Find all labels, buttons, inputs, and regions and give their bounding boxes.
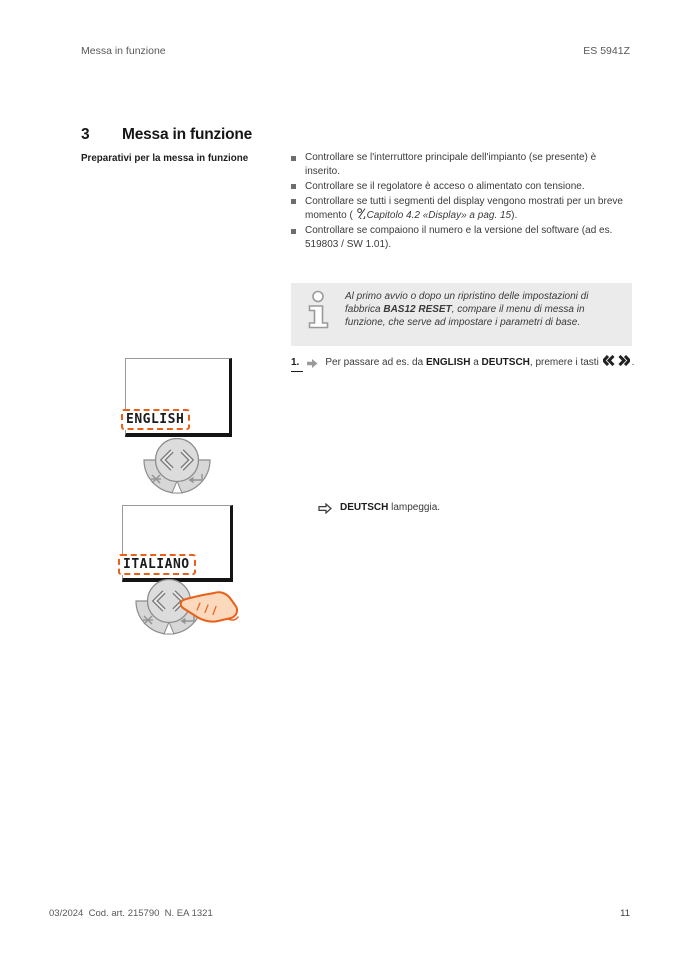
- step-text-english: ENGLISH: [425, 357, 471, 368]
- dial-control-pressed: [130, 579, 245, 641]
- list-item-text: Controllare se il regolatore è acceso o alimentato con tensione.: [305, 180, 585, 192]
- key-left-icon: [603, 355, 615, 366]
- step-text-deutsch: DEUTSCH: [481, 357, 530, 368]
- bullet-square-icon: [291, 229, 296, 234]
- result-row: [318, 501, 440, 515]
- page-number: 11: [620, 908, 630, 919]
- list-item: [291, 180, 632, 194]
- step-number: 1.: [291, 356, 303, 372]
- list-item-text: Controllare se l'interruttore principale dell'impianto (se presente) è inserito.: [305, 152, 597, 177]
- footer-edition-info: 03/2024 Cod. art. 215790 N. EA 1321: [49, 908, 213, 919]
- lcd-text-blinking: ITALIANO: [118, 554, 196, 575]
- list-item-text-pre: Controllare se tutti i segmenti del display vengono mostrati per un breve momento (: [305, 195, 623, 221]
- note-text: [345, 290, 619, 329]
- cross-reference-icon: [357, 208, 366, 219]
- lcd-text-blinking: ENGLISH: [121, 409, 190, 430]
- step-text-mid: a: [470, 357, 482, 368]
- bullet-square-icon: [291, 199, 296, 204]
- bullet-square-icon: [291, 156, 296, 161]
- note-text-bold: BAS12 RESET: [383, 304, 452, 315]
- list-item-text: Controllare se compaiono il numero e la versione del software (ad es. 519803 / SW 1.01).: [305, 225, 613, 250]
- key-right-icon: [618, 355, 630, 366]
- cross-reference-text: Capitolo 4.2 «Display» a pag. 15: [366, 210, 512, 221]
- result-text: [340, 501, 440, 515]
- step-row: [291, 355, 641, 372]
- result-arrow-icon: [318, 503, 332, 514]
- result-text-rest: lampeggia.: [388, 502, 441, 513]
- display-screen: [125, 358, 232, 437]
- result-text-bold: DEUTSCH: [340, 502, 389, 513]
- list-item-text-post: ).: [511, 210, 518, 221]
- step-arrow-icon: [307, 359, 318, 368]
- step-text: [325, 355, 634, 370]
- header-chapter-label: Messa in funzione: [81, 45, 166, 57]
- note-text-pre: Al primo avvio o dopo un ripristino delle impostazioni di fabbrica: [345, 291, 589, 315]
- header-product-code: ES 5941Z: [583, 45, 630, 57]
- margin-heading: Preparativi per la messa in funzione: [81, 153, 249, 164]
- list-item: [291, 151, 632, 178]
- step-text-post: , premere i tasti: [529, 357, 602, 368]
- section-number: 3: [81, 126, 90, 143]
- info-note-box: [291, 283, 632, 346]
- section-title-text: Messa in funzione: [122, 126, 253, 143]
- checklist: [291, 151, 632, 253]
- list-item: [291, 224, 632, 251]
- list-item: [291, 195, 632, 223]
- dial-control: [138, 438, 216, 494]
- display-screen: [122, 505, 233, 582]
- note-text-post: , compare il menu di messa in funzione, che serve ad impostare i parametri di base.: [345, 304, 585, 328]
- list-item-text: [305, 195, 632, 223]
- info-icon: [305, 290, 332, 336]
- section-title: [81, 126, 252, 144]
- step-text-end: .: [631, 357, 635, 368]
- bullet-square-icon: [291, 184, 296, 189]
- step-text-pre: Per passare ad es. da: [325, 357, 426, 368]
